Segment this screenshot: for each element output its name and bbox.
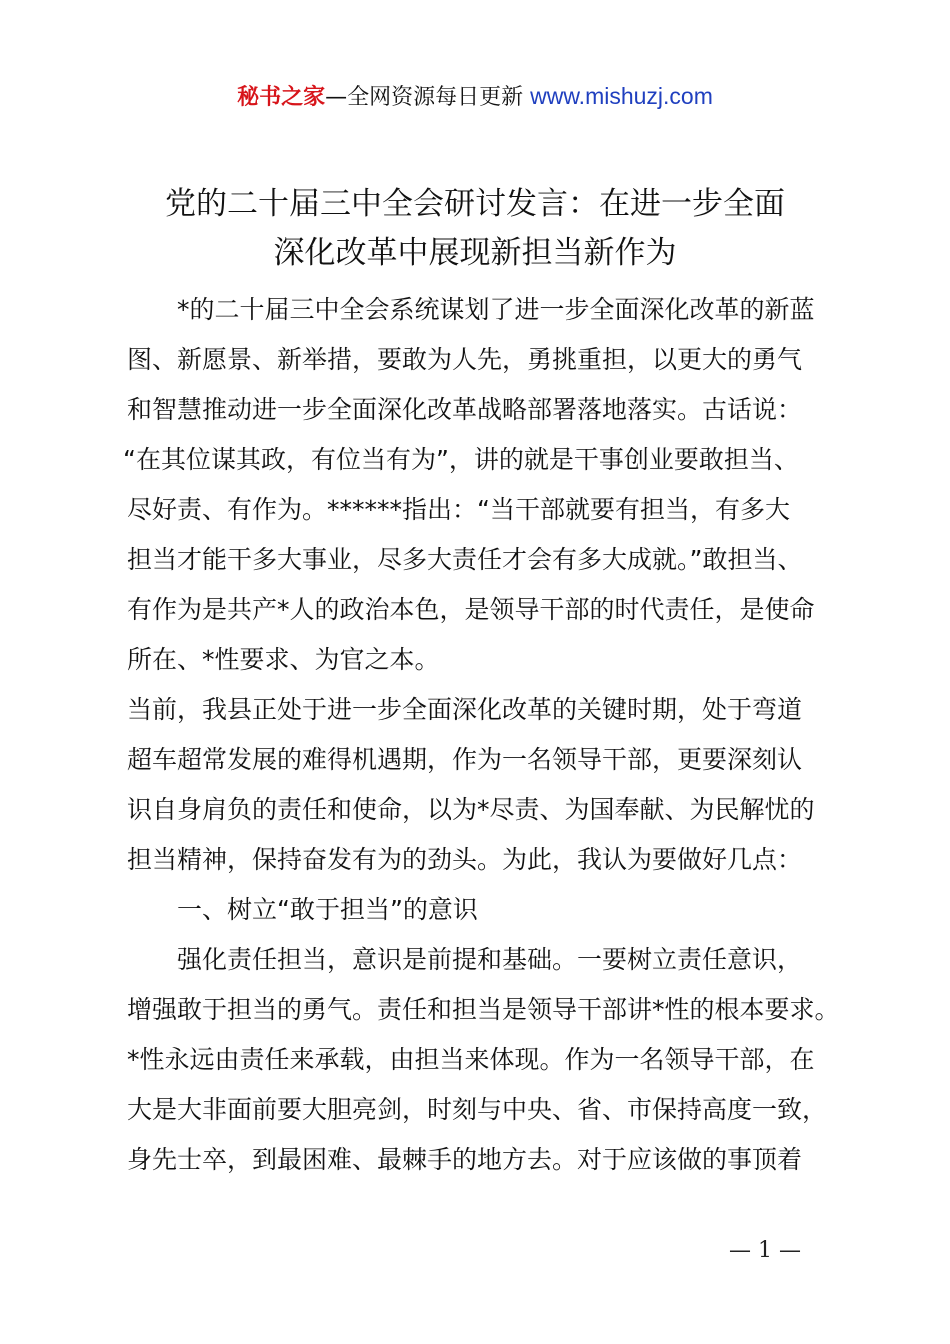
site-banner: [0, 80, 950, 114]
title-line-2: 深化改革中展现新担当新作为: [273, 235, 677, 271]
body-line: 当前，我县正处于进一步全面深化改革的关键时期，处于弯道: [127, 695, 803, 724]
body-line: “在其位谋其政，有位当有为”，讲的就是干事创业要敢担当、: [123, 445, 799, 474]
body-line: 尽好责、有作为。******指出：“当干部就要有担当，有多大: [127, 495, 790, 524]
document-title: [60, 180, 890, 278]
body-line: 担当才能干多大事业，尽多大责任才会有多大成就。”敢担当、: [127, 545, 803, 574]
body-line: *性永远由责任来承载，由担当来体现。作为一名领导干部，在: [127, 1045, 815, 1074]
body-line: *的二十届三中全会系统谋划了进一步全面深化改革的新蓝: [177, 295, 815, 324]
body-line: 所在、*性要求、为官之本。: [127, 645, 440, 674]
body-line: 图、新愿景、新举措，要敢为人先，勇挑重担，以更大的勇气: [127, 345, 803, 374]
site-url: www.mishuzj.com: [530, 83, 713, 109]
body-line: 和智慧推动进一步全面深化改革战略部署落地落实。古话说：: [127, 395, 803, 424]
body-line: 有作为是共产*人的政治本色，是领导干部的时代责任，是使命: [127, 595, 815, 624]
body-line: 强化责任担当，意识是前提和基础。一要树立责任意识，: [177, 945, 803, 974]
title-line-1: 党的二十届三中全会研讨发言：在进一步全面: [165, 186, 785, 222]
body-line: 超车超常发展的难得机遇期，作为一名领导干部，更要深刻认: [127, 745, 803, 774]
body-line: 担当精神，保持奋发有为的劲头。为此，我认为要做好几点：: [127, 845, 803, 874]
brand-name: 秘书之家: [237, 85, 326, 110]
banner-tagline: —全网资源每日更新: [325, 85, 524, 110]
page-number: — 1 —: [729, 1238, 801, 1263]
body-line: 识自身肩负的责任和使命，以为*尽责、为国奉献、为民解忧的: [127, 795, 815, 824]
document-body: [123, 285, 887, 1185]
body-line: 增强敢于担当的勇气。责任和担当是领导干部讲*性的根本要求。: [127, 995, 840, 1024]
body-line: 大是大非面前要大胆亮剑，时刻与中央、省、市保持高度一致，: [127, 1095, 828, 1124]
body-line: 身先士卒，到最困难、最棘手的地方去。对于应该做的事顶着: [127, 1145, 803, 1174]
section-heading: 一、树立“敢于担当”的意识: [177, 895, 478, 924]
